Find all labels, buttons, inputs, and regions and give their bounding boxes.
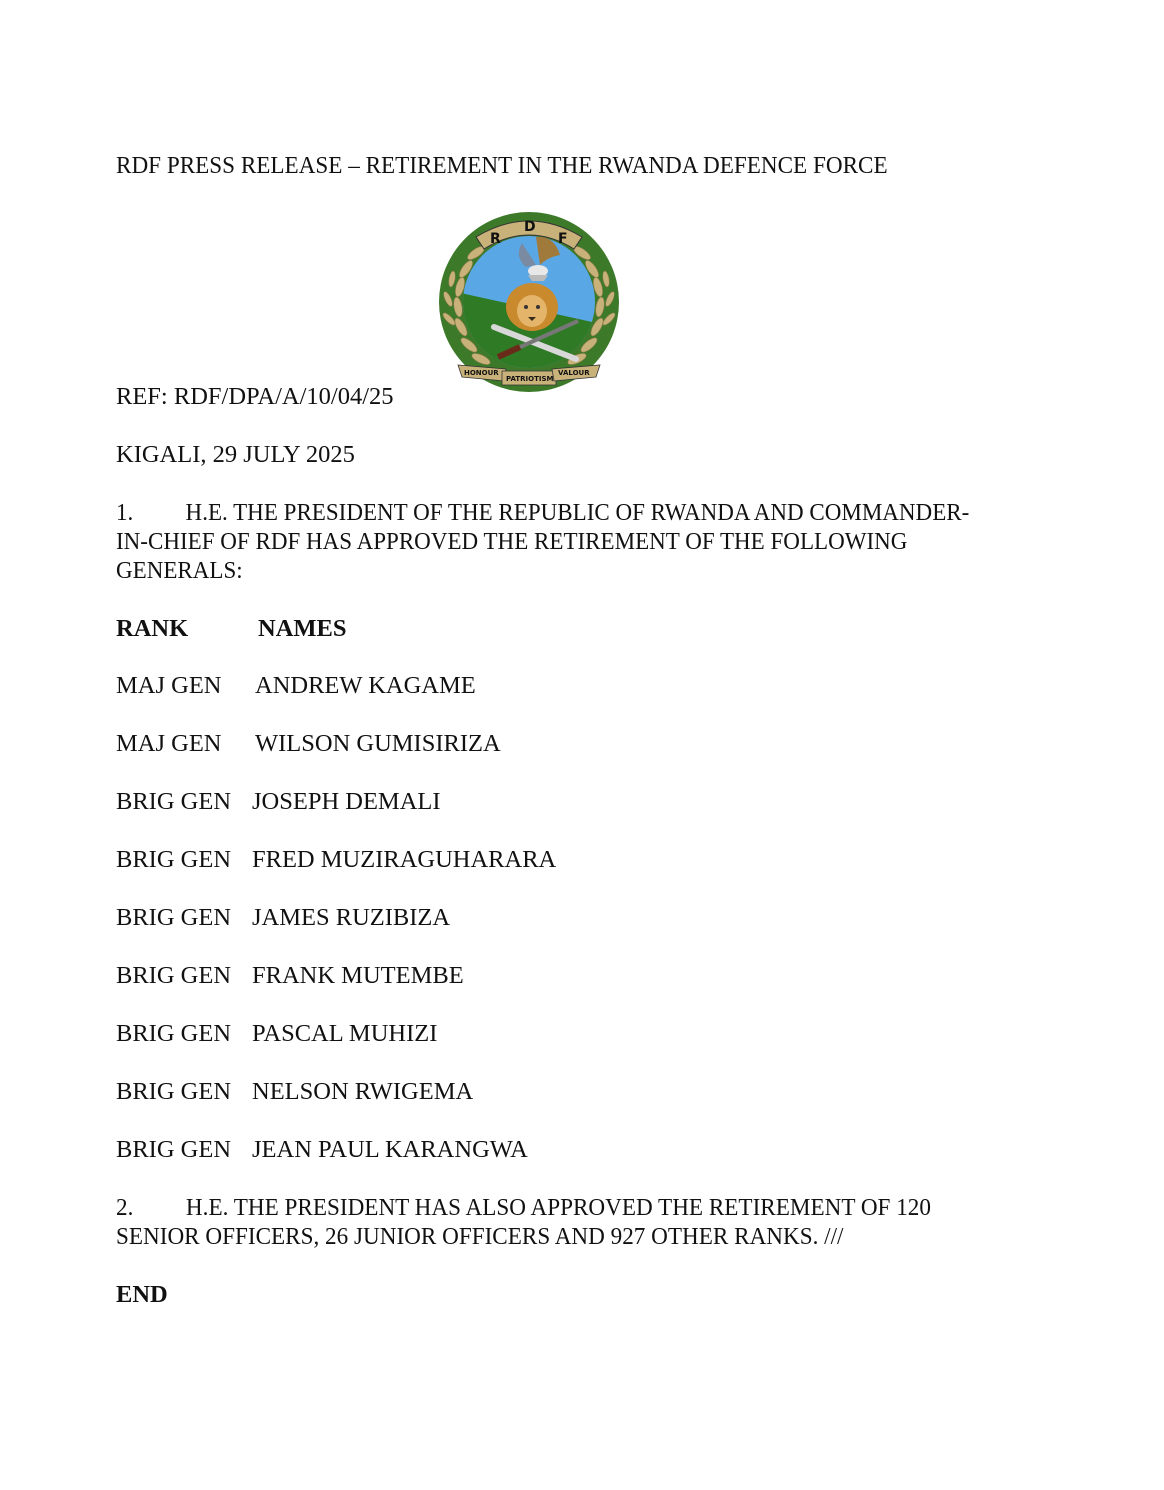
rank-cell: BRIG GEN bbox=[116, 1078, 232, 1105]
rank-cell: MAJ GEN bbox=[116, 730, 222, 757]
name-cell: JAMES RUZIBIZA bbox=[252, 904, 451, 931]
name-cell: FRED MUZIRAGUHARARA bbox=[252, 846, 557, 873]
rank-cell: BRIG GEN bbox=[116, 846, 232, 873]
name-cell: NELSON RWIGEMA bbox=[252, 1078, 474, 1105]
name-cell: WILSON GUMISIRIZA bbox=[255, 730, 501, 757]
paragraph-1 bbox=[116, 498, 969, 585]
motto-patriotism: PATRIOTISM bbox=[506, 375, 554, 383]
header-rank: RANK bbox=[116, 615, 189, 642]
motto-honour: HONOUR bbox=[464, 369, 499, 377]
rdf-emblem bbox=[436, 207, 622, 393]
paragraph-1-line: GENERALS: bbox=[116, 557, 243, 584]
emblem-letter-f: F bbox=[558, 231, 568, 247]
emblem-letter-d: D bbox=[524, 219, 536, 235]
rank-cell: BRIG GEN bbox=[116, 962, 232, 989]
rank-cell: BRIG GEN bbox=[116, 788, 232, 815]
emblem-letter-r: R bbox=[490, 231, 501, 247]
motto-valour: VALOUR bbox=[558, 369, 590, 377]
paragraph-1-number: 1. bbox=[116, 499, 134, 526]
paragraph-1-line bbox=[116, 498, 969, 527]
paragraph-2-number: 2. bbox=[116, 1194, 134, 1221]
name-cell: ANDREW KAGAME bbox=[255, 672, 476, 699]
reference-number: REF: RDF/DPA/A/10/04/25 bbox=[116, 383, 394, 410]
rank-cell: BRIG GEN bbox=[116, 1020, 232, 1047]
header-names: NAMES bbox=[258, 615, 347, 642]
end-marker: END bbox=[116, 1281, 168, 1308]
rank-cell: BRIG GEN bbox=[116, 1136, 232, 1163]
rank-cell: BRIG GEN bbox=[116, 904, 232, 931]
paragraph-2-line: SENIOR OFFICERS, 26 JUNIOR OFFICERS AND 927 OTHER RANKS. /// bbox=[116, 1223, 844, 1250]
name-cell: JOSEPH DEMALI bbox=[252, 788, 441, 815]
document-title: RDF PRESS RELEASE – RETIREMENT IN THE RWANDA DEFENCE FORCE bbox=[116, 152, 888, 179]
paragraph-2-line bbox=[116, 1193, 931, 1222]
place-and-date: KIGALI, 29 JULY 2025 bbox=[116, 441, 355, 468]
paragraph-2-text: H.E. THE PRESIDENT HAS ALSO APPROVED THE RETIREMENT OF 120 bbox=[185, 1194, 931, 1221]
name-cell: FRANK MUTEMBE bbox=[252, 962, 464, 989]
name-cell: JEAN PAUL KARANGWA bbox=[252, 1136, 528, 1163]
lion-icon bbox=[506, 283, 558, 331]
name-cell: PASCAL MUHIZI bbox=[252, 1020, 438, 1047]
paragraph-1-text: H.E. THE PRESIDENT OF THE REPUBLIC OF RWANDA AND COMMANDER- bbox=[185, 499, 970, 526]
paragraph-1-line: IN-CHIEF OF RDF HAS APPROVED THE RETIREMENT OF THE FOLLOWING bbox=[116, 528, 908, 555]
rank-cell: MAJ GEN bbox=[116, 672, 222, 699]
paragraph-2 bbox=[116, 1193, 931, 1251]
